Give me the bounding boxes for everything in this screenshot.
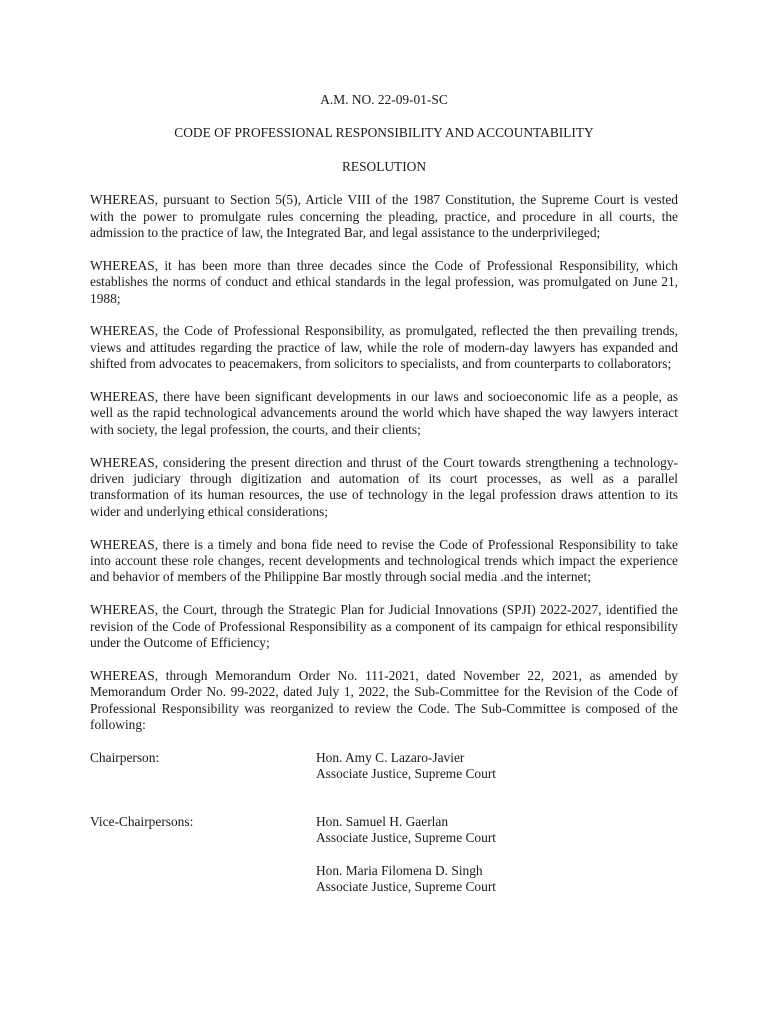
member-name: Hon. Maria Filomena D. Singh	[316, 862, 483, 878]
member-position: Associate Justice, Supreme Court	[316, 766, 496, 782]
member-details	[316, 750, 678, 783]
member-role: Vice-Chairpersons:	[90, 813, 194, 829]
member-row-vice-chairperson-1	[90, 814, 678, 847]
member-details	[316, 814, 678, 847]
subcommittee-members	[90, 750, 678, 895]
whereas-paragraph-5: WHEREAS, considering the present direction and thrust of the Court towards strengthening a technology-driven judiciary through digitization and automation of its court processes, as well as a parallel transformation of its human resources, the use of technology in the legal profession draws attention to its wider and underlying ethical considerations;	[90, 454, 678, 519]
member-position: Associate Justice, Supreme Court	[316, 878, 496, 894]
member-role	[90, 863, 316, 896]
whereas-paragraph-8: WHEREAS, through Memorandum Order No. 111-2021, dated November 22, 2021, as amended by Memorandum Order No. 99-2022, dated July 1, 2022, the Sub-Committee for the Revision of the Code of Professional Responsibility was reorganized to review the Code. The Sub-Committee is composed of the following:	[90, 667, 678, 733]
whereas-paragraph-4: WHEREAS, there have been significant developments in our laws and socioeconomic life as a people, as well as the rapid technological advancements around the world which have shaped the way lawyers interact with society, the legal profession, the courts, and their clients;	[90, 389, 678, 437]
whereas-paragraph-6: WHEREAS, there is a timely and bona fide need to revise the Code of Professional Responsibility to take into account these role changes, recent developments and technological trends which impact the experience and behavior of members of the Philippine Bar mostly through social media .and the internet;	[90, 536, 678, 585]
member-name: Hon. Amy C. Lazaro-Javier	[316, 749, 465, 765]
document-number: A.M. NO. 22-09-01-SC	[320, 92, 448, 107]
member-name: Hon. Samuel H. Gaerlan	[316, 813, 449, 829]
member-position: Associate Justice, Supreme Court	[316, 830, 496, 846]
member-row-chairperson	[90, 750, 678, 783]
whereas-paragraph-2: WHEREAS, it has been more than three decades since the Code of Professional Responsibility, which establishes the norms of conduct and ethical standards in the legal profession, was promulgated on June 21, 1988;	[90, 257, 678, 306]
document-page	[90, 92, 678, 895]
member-row-vice-chairperson-2	[90, 863, 678, 896]
whereas-paragraph-3: WHEREAS, the Code of Professional Responsibility, as promulgated, reflected the then prevailing trends, views and attitudes regarding the practice of law, while the role of modern-day lawyers has expanded and shifted from advocates to peacemakers, from solicitors to specialists, and from counterparts to collaborators;	[90, 323, 678, 372]
member-details	[316, 863, 678, 896]
member-role: Chairperson:	[90, 749, 160, 765]
whereas-paragraph-7: WHEREAS, the Court, through the Strategic Plan for Judicial Innovations (SPJI) 2022-2027, identified the revision of the Code of Professional Responsibility as a component of its campaign for ethical responsibility under the Outcome of Efficiency;	[90, 602, 678, 651]
document-title: CODE OF PROFESSIONAL RESPONSIBILITY AND ACCOUNTABILITY	[174, 125, 594, 141]
resolution-heading: RESOLUTION	[341, 158, 427, 174]
whereas-paragraph-1: WHEREAS, pursuant to Section 5(5), Article VIII of the 1987 Constitution, the Supreme Court is vested with the power to promulgate rules concerning the pleading, practice, and procedure in all courts, the admission to the practice of law, the Integrated Bar, and legal assistance to the underprivileged;	[90, 192, 678, 241]
